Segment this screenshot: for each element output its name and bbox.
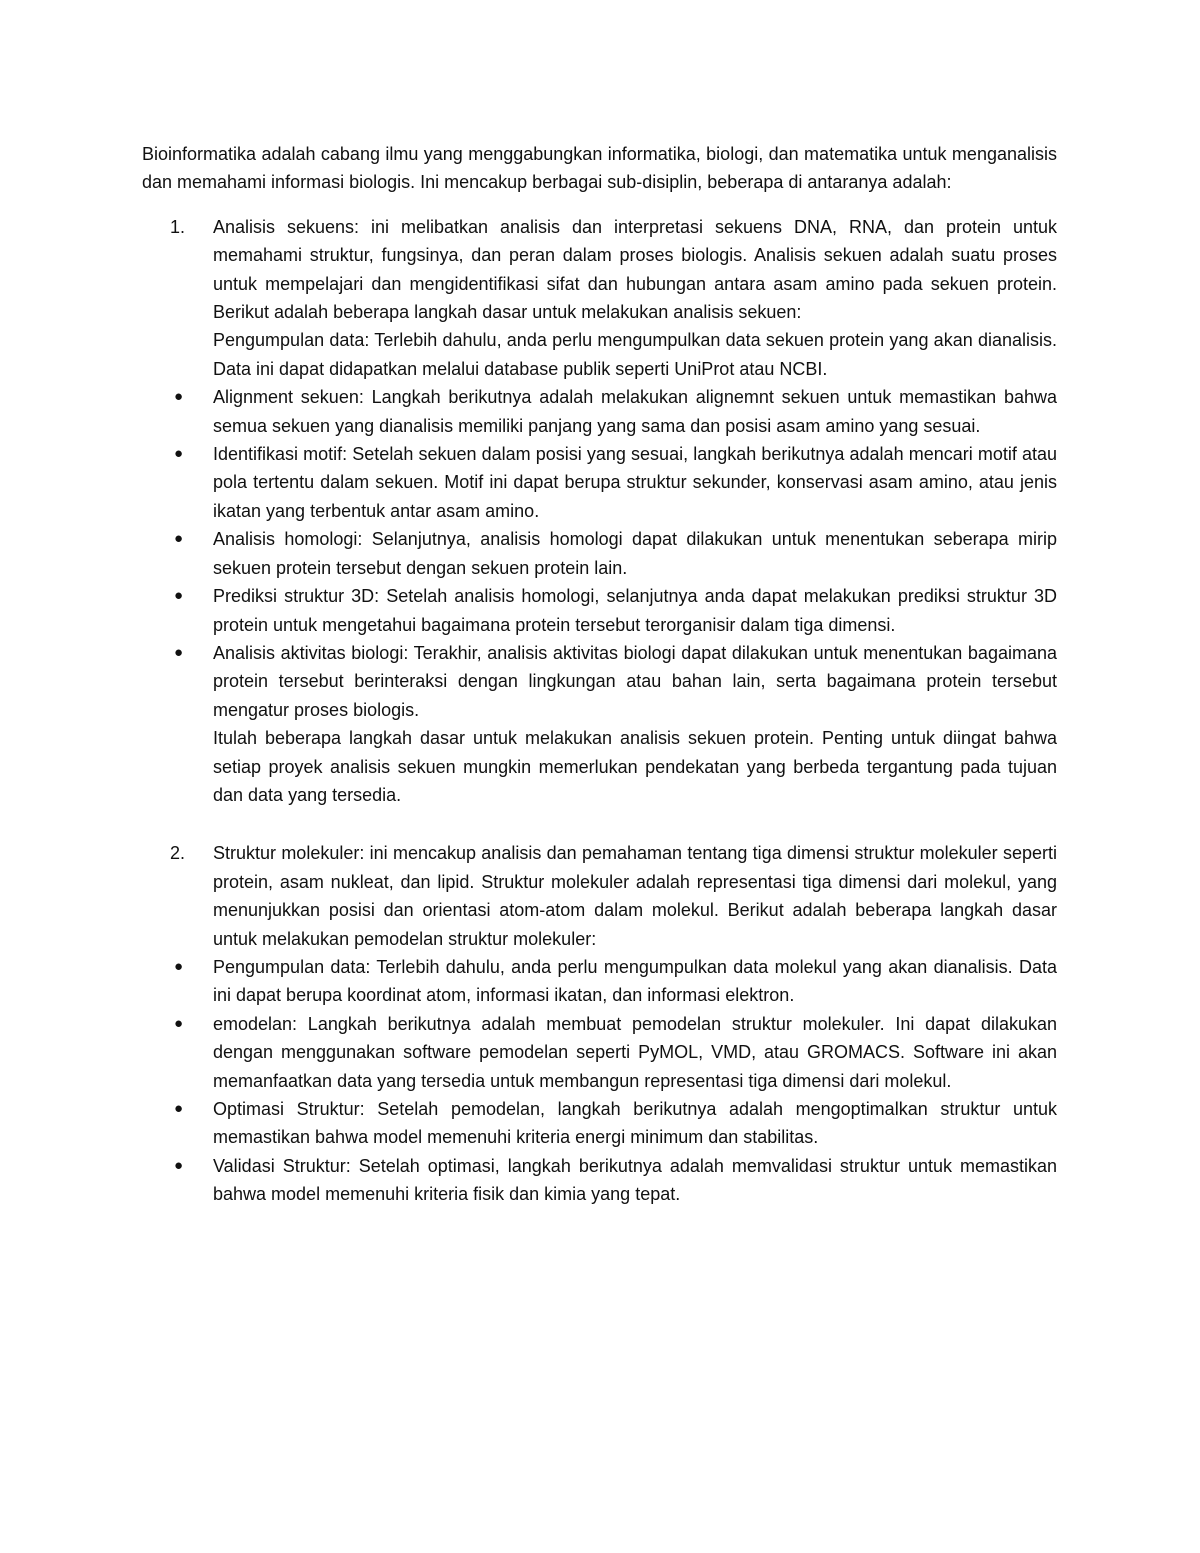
bullet-icon: ●: [174, 587, 184, 605]
item-number: 1.: [170, 216, 186, 237]
bullet-icon: ●: [174, 1014, 184, 1032]
list-item: [142, 582, 1057, 639]
bullet-text: Analisis aktivitas biologi: Terakhir, analisis aktivitas biologi dapat dilakukan untuk menentukan bagaimana protein tersebut berinteraksi dengan lingkungan atau bahan lain, serta bagaimana protein tersebut mengatur proses biologis.: [213, 642, 1057, 720]
list-item: [142, 440, 1057, 525]
section-1-bullet-list: [142, 383, 1057, 724]
bullet-text: Prediksi struktur 3D: Setelah analisis homologi, selanjutnya anda dapat melakukan prediksi struktur 3D protein untuk mengetahui bagaimana protein tersebut terorganisir dalam tiga dimensi.: [213, 586, 1057, 635]
section-1-lead: Analisis sekuens: ini melibatkan analisis dan interpretasi sekuens DNA, RNA, dan protein untuk memahami struktur, fungsinya, dan peran dalam proses biologis. Analisis sekuen adalah suatu proses untuk mempelajari dan mengidentifikasi sifat dan hubungan antara asam amino pada sekuen protein. Berikut adalah beberapa langkah dasar untuk melakukan analisis sekuen:: [213, 216, 1057, 323]
bullet-text: Validasi Struktur: Setelah optimasi, langkah berikutnya adalah memvalidasi struktur untuk memastikan bahwa model memenuhi kriteria fisik dan kimia yang tepat.: [213, 1155, 1057, 1205]
list-item: [142, 639, 1057, 724]
list-item: [142, 383, 1057, 440]
bullet-text: Alignment sekuen: Langkah berikutnya adalah melakukan alignemnt sekuen untuk memastikan bahwa semua sekuen yang dianalisis memiliki panjang yang sama dan posisi asam amino yang sesuai.: [213, 387, 1057, 436]
bullet-text: Identifikasi motif: Setelah sekuen dalam posisi yang sesuai, langkah berikutnya adalah mencari motif atau pola tertentu dalam sekuen. Motif ini dapat berupa struktur sekunder, konservasi asam amino, atau jenis ikatan yang terbentuk antar asam amino.: [213, 444, 1057, 521]
section-1-closing: Itulah beberapa langkah dasar untuk melakukan analisis sekuen protein. Penting untuk diingat bahwa setiap proyek analisis sekuen mungkin memerlukan pendekatan yang berbeda tergantung pada tujuan dan data yang tersedia.: [213, 728, 1057, 805]
bullet-icon: ●: [174, 957, 184, 975]
document-body: [142, 140, 1057, 1209]
bullet-icon: ●: [174, 445, 184, 463]
list-item: [142, 1095, 1057, 1152]
bullet-icon: ●: [174, 1100, 184, 1117]
section-2-lead: Struktur molekuler: ini mencakup analisis dan pemahaman tentang tiga dimensi struktur molekuler seperti protein, asam nukleat, dan lipid. Struktur molekuler adalah representasi tiga dimensi dari molekul, yang menunjukkan posisi dan orientasi atom-atom dalam molekul. Berikut adalah beberapa langkah dasar untuk melakukan pemodelan struktur molekuler:: [213, 843, 1057, 949]
bullet-text: Optimasi Struktur: Setelah pemodelan, langkah berikutnya adalah mengoptimalkan struktur untuk memastikan bahwa model memenuhi kriteria energi minimum dan stabilitas.: [213, 1099, 1057, 1148]
bullet-text: Pengumpulan data: Terlebih dahulu, anda perlu mengumpulkan data molekul yang akan dianalisis. Data ini dapat berupa koordinat atom, informasi ikatan, dan informasi elektron.: [213, 956, 1057, 1006]
section-1-closing-wrap: [142, 724, 1057, 809]
section-1-lead-2: Pengumpulan data: Terlebih dahulu, anda perlu mengumpulkan data sekuen protein yang akan dianalisis. Data ini dapat didapatkan melalui database publik seperti UniProt atau NCBI.: [213, 330, 1057, 379]
bullet-text: Analisis homologi: Selanjutnya, analisis homologi dapat dilakukan untuk menentukan seberapa mirip sekuen protein tersebut dengan sekuen protein lain.: [213, 529, 1057, 578]
item-number: 2.: [170, 843, 186, 864]
list-item: [142, 525, 1057, 582]
numbered-item-2: [142, 839, 1057, 953]
list-item: [142, 1152, 1057, 1209]
bullet-text: emodelan: Langkah berikutnya adalah membuat pemodelan struktur molekuler. Ini dapat dilakukan dengan menggunakan software pemodelan seperti PyMOL, VMD, atau GROMACS. Software ini akan memanfaatkan data yang tersedia untuk membangun representasi tiga dimensi dari molekul.: [213, 1013, 1057, 1091]
bullet-icon: ●: [174, 643, 184, 661]
list-item: [142, 1010, 1057, 1095]
intro-paragraph: Bioinformatika adalah cabang ilmu yang menggabungkan informatika, biologi, dan matematika untuk menganalisis dan memahami informasi biologis. Ini mencakup berbagai sub-disiplin, beberapa di antaranya adalah:: [142, 144, 1057, 193]
bullet-icon: ●: [174, 530, 184, 548]
section-2-bullet-list: [142, 953, 1057, 1209]
list-item: [142, 953, 1057, 1010]
bullet-icon: ●: [174, 1156, 184, 1174]
bullet-icon: ●: [174, 388, 184, 406]
numbered-item-1: [142, 213, 1057, 383]
